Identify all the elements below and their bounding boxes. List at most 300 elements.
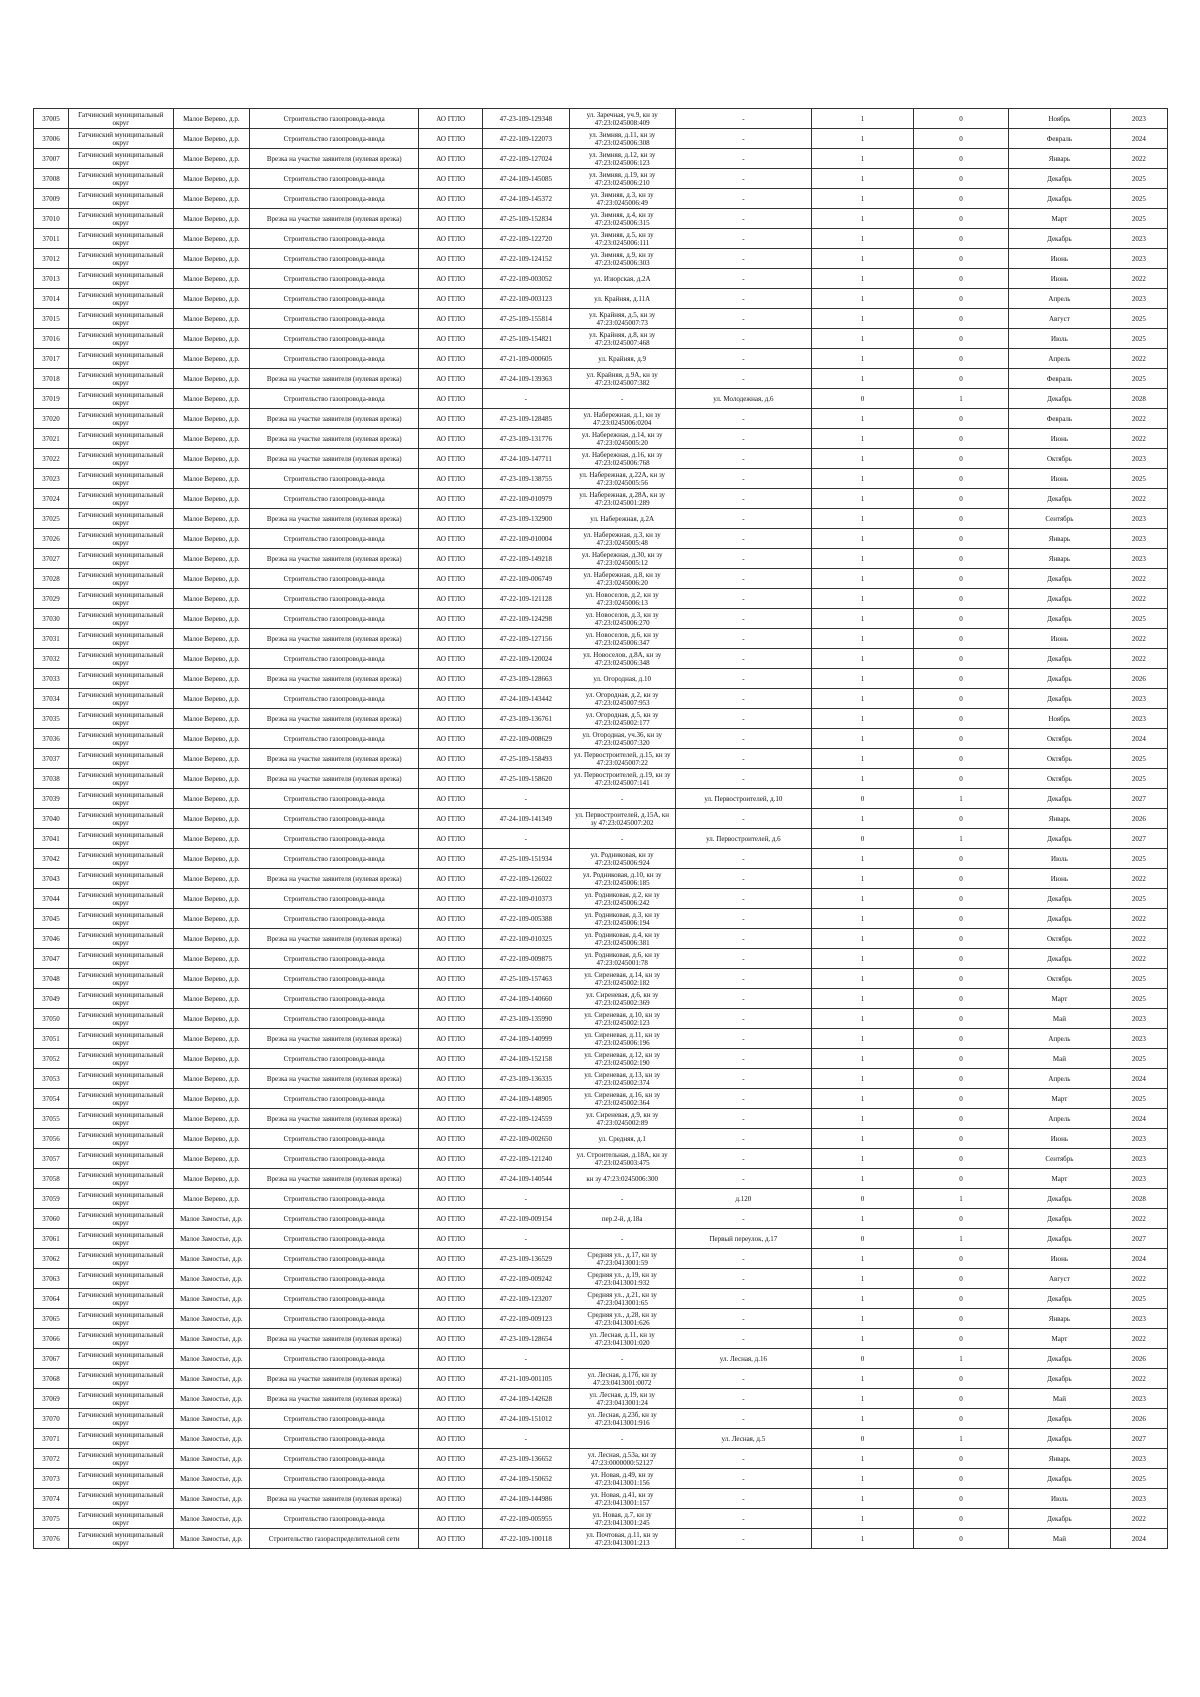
cell-settlement: Малое Верево, д.р.	[173, 729, 249, 749]
cell-month: Декабрь	[1009, 649, 1111, 669]
cell-planned-address: -	[675, 809, 812, 829]
cell-district: Гатчинский муниципальный округ	[68, 1489, 173, 1509]
cell-application-number: 47-22-109-124152	[482, 249, 569, 269]
table-row	[34, 989, 1168, 1009]
cell-month: Февраль	[1009, 369, 1111, 389]
cell-count-actual: 1	[812, 129, 914, 149]
table-row	[34, 1429, 1168, 1449]
cell-organization: АО ГГЛО	[419, 629, 483, 649]
cell-settlement: Малое Верево, д.р.	[173, 769, 249, 789]
cell-settlement: Малое Верево, д.р.	[173, 929, 249, 949]
table-row	[34, 289, 1168, 309]
cell-organization: АО ГГЛО	[419, 649, 483, 669]
cell-count-planned: 0	[913, 589, 1008, 609]
cell-address: -	[569, 789, 675, 809]
cell-organization: АО ГГЛО	[419, 249, 483, 269]
cell-count-planned: 0	[913, 169, 1008, 189]
cell-organization: АО ГГЛО	[419, 1209, 483, 1229]
cell-settlement: Малое Верево, д.р.	[173, 309, 249, 329]
cell-year: 2026	[1110, 1409, 1167, 1429]
cell-settlement: Малое Верево, д.р.	[173, 189, 249, 209]
cell-count-actual: 1	[812, 409, 914, 429]
cell-year: 2022	[1110, 409, 1167, 429]
cell-count-actual: 0	[812, 1189, 914, 1209]
cell-work-type: Строительство газопровода-ввода	[249, 889, 418, 909]
cell-settlement: Малое Замостье, д.р.	[173, 1289, 249, 1309]
cell-district: Гатчинский муниципальный округ	[68, 889, 173, 909]
cell-district: Гатчинский муниципальный округ	[68, 1009, 173, 1029]
cell-work-type: Врезка на участке заявителя (нулевая врезка)	[249, 1109, 418, 1129]
cell-application-number: 47-23-109-136652	[482, 1449, 569, 1469]
cell-settlement: Малое Верево, д.р.	[173, 869, 249, 889]
cell-year: 2025	[1110, 1469, 1167, 1489]
cell-work-type: Строительство газопровода-ввода	[249, 1129, 418, 1149]
cell-organization: АО ГГЛО	[419, 609, 483, 629]
cell-district: Гатчинский муниципальный округ	[68, 1469, 173, 1489]
table-row	[34, 629, 1168, 649]
cell-count-actual: 1	[812, 769, 914, 789]
cell-year: 2025	[1110, 749, 1167, 769]
cell-district: Гатчинский муниципальный округ	[68, 249, 173, 269]
cell-record-number: 37024	[34, 489, 69, 509]
cell-address: ул. Сиреневая, д.12, кн зу 47:23:0245002:190	[569, 1049, 675, 1069]
cell-month: Декабрь	[1009, 1409, 1111, 1429]
cell-record-number: 37040	[34, 809, 69, 829]
cell-record-number: 37016	[34, 329, 69, 349]
cell-application-number: 47-25-109-158620	[482, 769, 569, 789]
cell-application-number: 47-24-109-140660	[482, 989, 569, 1009]
cell-month: Октябрь	[1009, 729, 1111, 749]
cell-application-number: 47-22-109-127156	[482, 629, 569, 649]
cell-count-actual: 1	[812, 1509, 914, 1529]
cell-count-actual: 1	[812, 309, 914, 329]
cell-year: 2025	[1110, 209, 1167, 229]
cell-work-type: Строительство газопровода-ввода	[249, 609, 418, 629]
cell-application-number: 47-23-109-132900	[482, 509, 569, 529]
cell-count-actual: 1	[812, 189, 914, 209]
cell-settlement: Малое Верево, д.р.	[173, 209, 249, 229]
cell-district: Гатчинский муниципальный округ	[68, 1409, 173, 1429]
cell-settlement: Малое Верево, д.р.	[173, 1189, 249, 1209]
cell-planned-address: -	[675, 1509, 812, 1529]
table-row	[34, 529, 1168, 549]
cell-year: 2023	[1110, 1169, 1167, 1189]
table-row	[34, 309, 1168, 329]
cell-count-planned: 0	[913, 129, 1008, 149]
cell-count-actual: 1	[812, 149, 914, 169]
cell-address: ул. Зимняя, д.5, кн зу 47:23:0245006:111	[569, 229, 675, 249]
table-row	[34, 129, 1168, 149]
table-row	[34, 769, 1168, 789]
cell-work-type: Врезка на участке заявителя (нулевая врезка)	[249, 1029, 418, 1049]
cell-district: Гатчинский муниципальный округ	[68, 1109, 173, 1129]
cell-address: ул. Сиреневая, д.13, кн зу 47:23:0245002:374	[569, 1069, 675, 1089]
cell-organization: АО ГГЛО	[419, 1149, 483, 1169]
cell-month: Июль	[1009, 849, 1111, 869]
cell-count-planned: 0	[913, 749, 1008, 769]
cell-district: Гатчинский муниципальный округ	[68, 809, 173, 829]
cell-count-actual: 1	[812, 949, 914, 969]
cell-settlement: Малое Верево, д.р.	[173, 469, 249, 489]
cell-planned-address: -	[675, 109, 812, 129]
cell-month: Декабрь	[1009, 889, 1111, 909]
cell-address: ул. Крайняя, д.9А, кн зу 47:23:0245007:382	[569, 369, 675, 389]
table-row	[34, 489, 1168, 509]
cell-settlement: Малое Верево, д.р.	[173, 669, 249, 689]
cell-district: Гатчинский муниципальный округ	[68, 349, 173, 369]
cell-count-actual: 1	[812, 509, 914, 529]
cell-year: 2022	[1110, 589, 1167, 609]
cell-organization: АО ГГЛО	[419, 1029, 483, 1049]
cell-application-number: 47-25-109-155814	[482, 309, 569, 329]
cell-district: Гатчинский муниципальный округ	[68, 909, 173, 929]
cell-month: Декабрь	[1009, 1509, 1111, 1529]
cell-count-planned: 0	[913, 329, 1008, 349]
cell-application-number: 47-23-109-128663	[482, 669, 569, 689]
cell-record-number: 37066	[34, 1329, 69, 1349]
cell-address: Средняя ул., д.21, кн зу 47:23:0413001:65	[569, 1289, 675, 1309]
cell-year: 2023	[1110, 1129, 1167, 1149]
cell-count-actual: 1	[812, 909, 914, 929]
cell-settlement: Малое Верево, д.р.	[173, 1129, 249, 1149]
cell-organization: АО ГГЛО	[419, 1009, 483, 1029]
table-row	[34, 1289, 1168, 1309]
cell-record-number: 37056	[34, 1129, 69, 1149]
cell-settlement: Малое Верево, д.р.	[173, 349, 249, 369]
cell-address: ул. Сиреневая, д.9, кн зу 47:23:0245002:89	[569, 1109, 675, 1129]
cell-address: ул. Огородная, д.5, кн зу 47:23:0245002:177	[569, 709, 675, 729]
cell-application-number: -	[482, 829, 569, 849]
cell-record-number: 37057	[34, 1149, 69, 1169]
cell-planned-address: -	[675, 489, 812, 509]
cell-district: Гатчинский муниципальный округ	[68, 1429, 173, 1449]
table-row	[34, 429, 1168, 449]
cell-count-actual: 1	[812, 849, 914, 869]
cell-planned-address: -	[675, 1369, 812, 1389]
cell-district: Гатчинский муниципальный округ	[68, 1229, 173, 1249]
cell-work-type: Врезка на участке заявителя (нулевая врезка)	[249, 1169, 418, 1189]
cell-planned-address: -	[675, 1109, 812, 1129]
cell-count-actual: 1	[812, 549, 914, 569]
cell-record-number: 37028	[34, 569, 69, 589]
cell-record-number: 37064	[34, 1289, 69, 1309]
cell-count-actual: 1	[812, 369, 914, 389]
table-row	[34, 669, 1168, 689]
cell-organization: АО ГГЛО	[419, 1429, 483, 1449]
cell-record-number: 37054	[34, 1089, 69, 1109]
cell-month: Март	[1009, 1169, 1111, 1189]
cell-application-number: 47-22-109-009242	[482, 1269, 569, 1289]
table-row	[34, 1069, 1168, 1089]
cell-application-number: 47-24-109-152158	[482, 1049, 569, 1069]
cell-count-planned: 0	[913, 1409, 1008, 1429]
cell-record-number: 37065	[34, 1309, 69, 1329]
cell-application-number: 47-23-109-136529	[482, 1249, 569, 1269]
cell-year: 2022	[1110, 1269, 1167, 1289]
cell-planned-address: -	[675, 1469, 812, 1489]
table-row	[34, 389, 1168, 409]
cell-planned-address: ул. Лесная, д.16	[675, 1349, 812, 1369]
cell-application-number: -	[482, 1229, 569, 1249]
cell-planned-address: -	[675, 229, 812, 249]
cell-year: 2026	[1110, 809, 1167, 829]
cell-year: 2023	[1110, 529, 1167, 549]
table-row	[34, 1349, 1168, 1369]
cell-count-actual: 0	[812, 1429, 914, 1449]
cell-application-number: 47-22-109-122720	[482, 229, 569, 249]
cell-record-number: 37029	[34, 589, 69, 609]
cell-district: Гатчинский муниципальный округ	[68, 1089, 173, 1109]
cell-count-actual: 1	[812, 329, 914, 349]
cell-settlement: Малое Верево, д.р.	[173, 649, 249, 669]
cell-record-number: 37041	[34, 829, 69, 849]
table-row	[34, 1169, 1168, 1189]
cell-count-planned: 1	[913, 1189, 1008, 1209]
cell-planned-address: -	[675, 369, 812, 389]
cell-month: Август	[1009, 309, 1111, 329]
cell-record-number: 37013	[34, 269, 69, 289]
cell-count-actual: 1	[812, 649, 914, 669]
cell-address: ул. Изюрская, д.2А	[569, 269, 675, 289]
cell-count-actual: 1	[812, 1249, 914, 1269]
cell-application-number: 47-22-109-009875	[482, 949, 569, 969]
cell-count-planned: 0	[913, 1489, 1008, 1509]
cell-planned-address: ул. Лесная, д.5	[675, 1429, 812, 1449]
cell-address: ул. Сиреневая, д.11, кн зу 47:23:0245006:196	[569, 1029, 675, 1049]
cell-count-planned: 0	[913, 629, 1008, 649]
cell-count-actual: 1	[812, 469, 914, 489]
cell-work-type: Строительство газопровода-ввода	[249, 729, 418, 749]
cell-year: 2025	[1110, 849, 1167, 869]
cell-planned-address: ул. Первостроителей, д.6	[675, 829, 812, 849]
cell-month: Декабрь	[1009, 789, 1111, 809]
cell-year: 2024	[1110, 1109, 1167, 1129]
cell-settlement: Малое Верево, д.р.	[173, 569, 249, 589]
cell-count-planned: 0	[913, 1389, 1008, 1409]
cell-year: 2023	[1110, 709, 1167, 729]
cell-count-actual: 1	[812, 529, 914, 549]
cell-planned-address: -	[675, 1329, 812, 1349]
cell-work-type: Строительство газопровода-ввода	[249, 809, 418, 829]
cell-application-number: 47-22-109-010373	[482, 889, 569, 909]
cell-planned-address: -	[675, 629, 812, 649]
cell-district: Гатчинский муниципальный округ	[68, 1449, 173, 1469]
cell-month: Декабрь	[1009, 689, 1111, 709]
cell-district: Гатчинский муниципальный округ	[68, 449, 173, 469]
table-row	[34, 189, 1168, 209]
cell-settlement: Малое Замостье, д.р.	[173, 1489, 249, 1509]
cell-planned-address: -	[675, 729, 812, 749]
cell-application-number: 47-22-109-127024	[482, 149, 569, 169]
cell-district: Гатчинский муниципальный округ	[68, 1129, 173, 1149]
cell-district: Гатчинский муниципальный округ	[68, 1189, 173, 1209]
cell-address: ул. Сиреневая, д.14, кн зу 47:23:0245002:182	[569, 969, 675, 989]
cell-settlement: Малое Верево, д.р.	[173, 329, 249, 349]
cell-year: 2025	[1110, 889, 1167, 909]
cell-work-type: Строительство газопровода-ввода	[249, 1469, 418, 1489]
cell-district: Гатчинский муниципальный округ	[68, 469, 173, 489]
cell-month: Август	[1009, 1269, 1111, 1289]
cell-count-actual: 1	[812, 349, 914, 369]
cell-district: Гатчинский муниципальный округ	[68, 549, 173, 569]
cell-address: ул. Первостроителей, д.19, кн зу 47:23:0245007:141	[569, 769, 675, 789]
cell-district: Гатчинский муниципальный округ	[68, 749, 173, 769]
cell-address: -	[569, 1229, 675, 1249]
cell-planned-address: -	[675, 689, 812, 709]
table-row	[34, 1389, 1168, 1409]
cell-district: Гатчинский муниципальный округ	[68, 1209, 173, 1229]
cell-record-number: 37052	[34, 1049, 69, 1069]
table-row	[34, 1109, 1168, 1129]
cell-application-number: 47-22-109-008629	[482, 729, 569, 749]
cell-settlement: Малое Верево, д.р.	[173, 1109, 249, 1129]
cell-district: Гатчинский муниципальный округ	[68, 709, 173, 729]
cell-work-type: Строительство газопровода-ввода	[249, 109, 418, 129]
cell-application-number: 47-25-109-154821	[482, 329, 569, 349]
cell-organization: АО ГГЛО	[419, 1169, 483, 1189]
cell-address: Средняя ул., д.19, кн зу 47:23:0413001:932	[569, 1269, 675, 1289]
cell-planned-address: -	[675, 1249, 812, 1269]
cell-count-actual: 1	[812, 729, 914, 749]
cell-application-number: 47-23-109-135990	[482, 1009, 569, 1029]
cell-address: ул. Зимняя, д.12, кн зу 47:23:0245006:123	[569, 149, 675, 169]
cell-month: Январь	[1009, 1309, 1111, 1329]
cell-work-type: Строительство газопровода-ввода	[249, 1229, 418, 1249]
cell-count-planned: 0	[913, 689, 1008, 709]
cell-year: 2022	[1110, 269, 1167, 289]
table-row	[34, 509, 1168, 529]
cell-address: ул. Лесная, д.23б, кн зу 47:23:0413001:916	[569, 1409, 675, 1429]
cell-planned-address: ул. Молодежная, д.6	[675, 389, 812, 409]
cell-year: 2023	[1110, 689, 1167, 709]
cell-record-number: 37075	[34, 1509, 69, 1529]
cell-district: Гатчинский муниципальный округ	[68, 769, 173, 789]
cell-address: ул. Новоселов, д.2, кн зу 47:23:0245006:13	[569, 589, 675, 609]
cell-work-type: Строительство газопровода-ввода	[249, 309, 418, 329]
cell-record-number: 37067	[34, 1349, 69, 1369]
cell-planned-address: -	[675, 889, 812, 909]
cell-month: Декабрь	[1009, 1189, 1111, 1209]
cell-count-actual: 1	[812, 569, 914, 589]
cell-month: Июнь	[1009, 629, 1111, 649]
cell-work-type: Врезка на участке заявителя (нулевая врезка)	[249, 509, 418, 529]
cell-planned-address: -	[675, 1089, 812, 1109]
cell-organization: АО ГГЛО	[419, 1369, 483, 1389]
cell-settlement: Малое Верево, д.р.	[173, 409, 249, 429]
cell-year: 2023	[1110, 1309, 1167, 1329]
cell-application-number: 47-21-109-000605	[482, 349, 569, 369]
cell-organization: АО ГГЛО	[419, 869, 483, 889]
cell-month: Июнь	[1009, 1249, 1111, 1269]
cell-address: пер.2-й, д.18а	[569, 1209, 675, 1229]
cell-district: Гатчинский муниципальный округ	[68, 209, 173, 229]
cell-count-actual: 1	[812, 209, 914, 229]
cell-month: Декабрь	[1009, 1209, 1111, 1229]
cell-record-number: 37027	[34, 549, 69, 569]
cell-count-actual: 1	[812, 489, 914, 509]
cell-record-number: 37042	[34, 849, 69, 869]
cell-application-number: 47-24-109-141349	[482, 809, 569, 829]
cell-year: 2026	[1110, 669, 1167, 689]
cell-application-number: 47-22-109-100118	[482, 1529, 569, 1549]
cell-count-actual: 1	[812, 609, 914, 629]
table-row	[34, 929, 1168, 949]
cell-record-number: 37058	[34, 1169, 69, 1189]
cell-record-number: 37047	[34, 949, 69, 969]
cell-planned-address: -	[675, 949, 812, 969]
cell-record-number: 37007	[34, 149, 69, 169]
table-row	[34, 1189, 1168, 1209]
cell-record-number: 37068	[34, 1369, 69, 1389]
cell-organization: АО ГГЛО	[419, 1509, 483, 1529]
cell-work-type: Врезка на участке заявителя (нулевая врезка)	[249, 1329, 418, 1349]
cell-work-type: Строительство газопровода-ввода	[249, 469, 418, 489]
cell-organization: АО ГГЛО	[419, 1449, 483, 1469]
cell-application-number: 47-22-109-120024	[482, 649, 569, 669]
cell-planned-address: -	[675, 549, 812, 569]
cell-year: 2023	[1110, 229, 1167, 249]
cell-organization: АО ГГЛО	[419, 389, 483, 409]
cell-address: ул. Средняя, д.1	[569, 1129, 675, 1149]
cell-settlement: Малое Верево, д.р.	[173, 289, 249, 309]
cell-count-actual: 1	[812, 1069, 914, 1089]
cell-work-type: Строительство газопровода-ввода	[249, 289, 418, 309]
table-row	[34, 809, 1168, 829]
cell-district: Гатчинский муниципальный округ	[68, 309, 173, 329]
cell-work-type: Строительство газопровода-ввода	[249, 569, 418, 589]
cell-count-actual: 0	[812, 389, 914, 409]
cell-month: Апрель	[1009, 349, 1111, 369]
cell-work-type: Строительство газопровода-ввода	[249, 849, 418, 869]
table-row	[34, 1529, 1168, 1549]
cell-record-number: 37025	[34, 509, 69, 529]
cell-month: Декабрь	[1009, 1229, 1111, 1249]
cell-year: 2022	[1110, 1329, 1167, 1349]
records-table	[33, 108, 1168, 1549]
cell-year: 2025	[1110, 189, 1167, 209]
cell-record-number: 37070	[34, 1409, 69, 1429]
cell-organization: АО ГГЛО	[419, 1389, 483, 1409]
cell-count-planned: 0	[913, 1209, 1008, 1229]
cell-work-type: Врезка на участке заявителя (нулевая врезка)	[249, 1369, 418, 1389]
cell-month: Март	[1009, 1089, 1111, 1109]
cell-settlement: Малое Замостье, д.р.	[173, 1389, 249, 1409]
cell-count-planned: 0	[913, 429, 1008, 449]
cell-count-planned: 0	[913, 509, 1008, 529]
cell-month: Декабрь	[1009, 1429, 1111, 1449]
cell-record-number: 37053	[34, 1069, 69, 1089]
cell-planned-address: -	[675, 349, 812, 369]
cell-settlement: Малое Замостье, д.р.	[173, 1469, 249, 1489]
cell-district: Гатчинский муниципальный округ	[68, 129, 173, 149]
cell-month: Январь	[1009, 809, 1111, 829]
cell-address: ул. Родниковая, д.4, кн зу 47:23:0245006:381	[569, 929, 675, 949]
cell-planned-address: -	[675, 1529, 812, 1549]
cell-year: 2024	[1110, 129, 1167, 149]
cell-work-type: Врезка на участке заявителя (нулевая врезка)	[249, 429, 418, 449]
cell-district: Гатчинский муниципальный округ	[68, 949, 173, 969]
cell-organization: АО ГГЛО	[419, 1249, 483, 1269]
cell-year: 2023	[1110, 549, 1167, 569]
cell-organization: АО ГГЛО	[419, 329, 483, 349]
cell-address: ул. Крайняя, д.9	[569, 349, 675, 369]
cell-application-number: 47-22-109-005955	[482, 1509, 569, 1529]
cell-count-actual: 1	[812, 1029, 914, 1049]
cell-year: 2026	[1110, 1349, 1167, 1369]
cell-count-actual: 1	[812, 589, 914, 609]
cell-organization: АО ГГЛО	[419, 169, 483, 189]
cell-district: Гатчинский муниципальный округ	[68, 1349, 173, 1369]
